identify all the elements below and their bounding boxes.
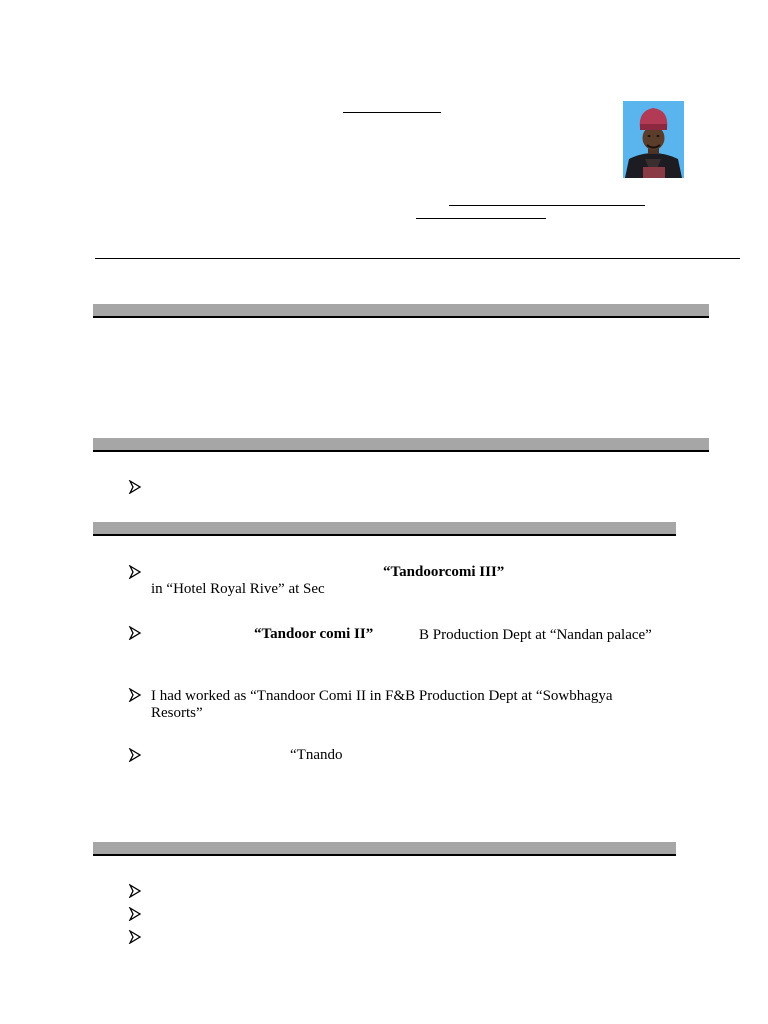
experience-item-2-rest: B Production Dept at “Nandan palace”	[419, 627, 652, 643]
bullet-arrow-icon	[128, 480, 142, 494]
section-bar-experience	[93, 522, 676, 536]
bullet-arrow-icon	[128, 688, 142, 702]
experience-item-3-line1: I had worked as “Tnandoor Comi II in F&B Production Dept at “Sowbhagya	[151, 688, 613, 704]
profile-photo	[623, 101, 684, 178]
section-bar-qualification	[93, 438, 709, 452]
bullet-arrow-icon	[128, 748, 142, 762]
bullet-arrow-icon	[128, 565, 142, 579]
section-bar-skills	[93, 842, 676, 856]
contact-underline-2	[416, 218, 546, 219]
experience-item-2-title: “Tandoor comi II”	[254, 626, 374, 642]
experience-item-4-text: “Tnando	[290, 747, 343, 763]
experience-item-3-line2: Resorts”	[151, 705, 203, 721]
bullet-arrow-icon	[128, 626, 142, 640]
contact-underline-1	[449, 205, 645, 206]
header-divider	[95, 258, 740, 259]
experience-item-1-title: “Tandoorcomi III”	[383, 564, 505, 580]
bullet-arrow-icon	[128, 930, 142, 944]
bullet-arrow-icon	[128, 907, 142, 921]
chef-portrait-photo-icon	[623, 101, 684, 178]
bullet-arrow-icon	[128, 884, 142, 898]
section-bar-objective	[93, 304, 709, 318]
title-underline	[343, 112, 441, 113]
experience-item-1-line2: in “Hotel Royal Rive” at Sec	[151, 581, 325, 597]
